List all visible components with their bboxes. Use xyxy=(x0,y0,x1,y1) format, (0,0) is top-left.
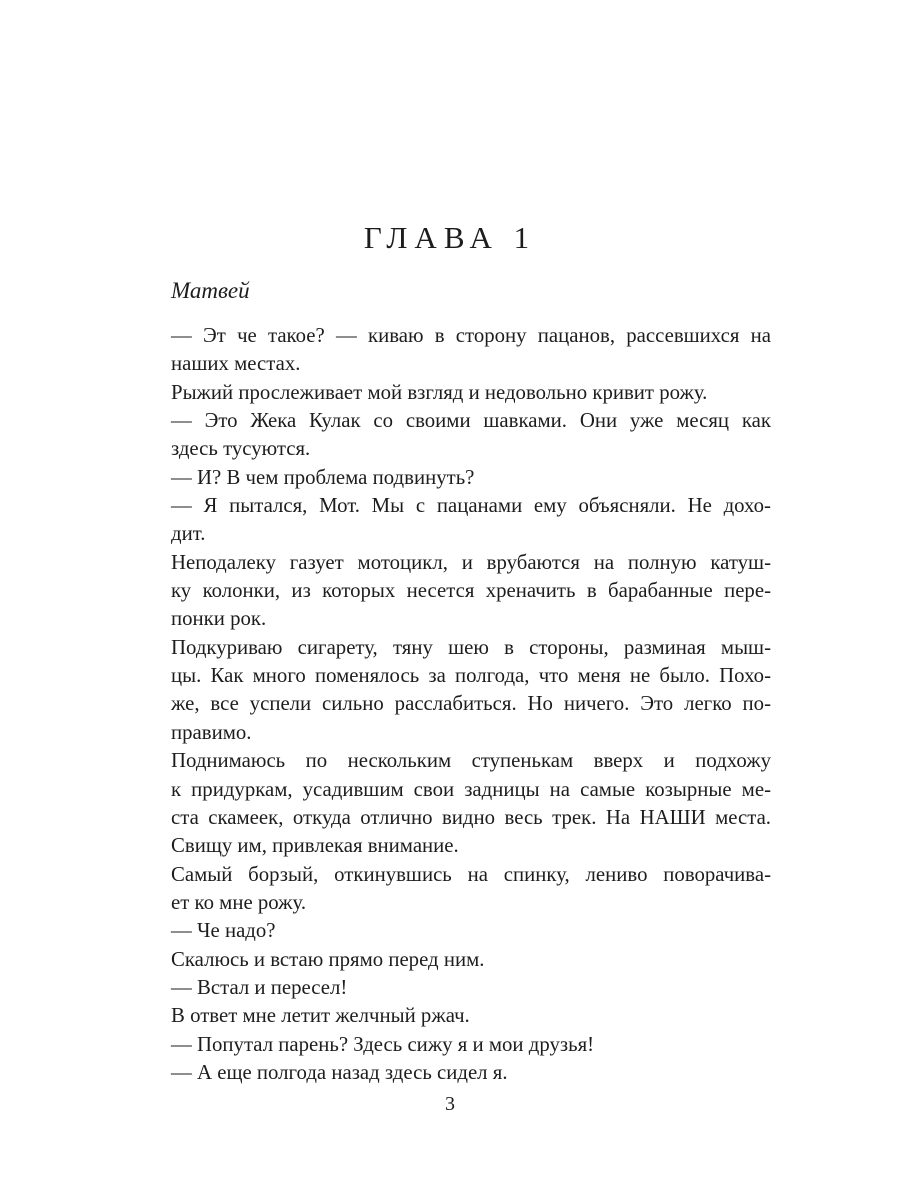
text-line: Свищу им, привлекая внимание. xyxy=(171,834,459,858)
text-line: же, все успели сильно расслабиться. Но ничего. Это легко по- xyxy=(171,692,771,716)
text-line: — Эт че такое? — киваю в сторону пацанов, рассевшихся на xyxy=(171,324,771,347)
text-line: ста скамеек, откуда отлично видно весь трек. На НАШИ места. xyxy=(171,805,771,829)
text-line: Самый борзый, откинувшись на спинку, лениво поворачива- xyxy=(171,862,771,886)
text-line: наших местах. xyxy=(171,352,301,376)
text-line: Скалюсь и встаю прямо перед ним. xyxy=(171,947,485,971)
text-line: Рыжий прослеживает мой взгляд и недовольно кривит рожу. xyxy=(171,380,708,404)
text-line: понки рок. xyxy=(171,607,267,631)
text-line: — Попутал парень? Здесь сижу я и мои друзья! xyxy=(171,1032,595,1056)
text-line: Неподалеку газует мотоцикл, и врубаются на полную катуш- xyxy=(171,550,771,574)
chapter-title: ГЛАВА 1 xyxy=(363,220,537,255)
text-line: ку колонки, из которых несется хреначить в барабанные пере- xyxy=(171,579,771,603)
page-number: 3 xyxy=(445,1093,455,1115)
text-line: правимо. xyxy=(171,720,252,744)
text-line: — И? В чем проблема подвинуть? xyxy=(171,465,475,489)
text-line: — Встал и пересел! xyxy=(171,975,348,999)
text-line: — Это Жека Кулак со своими шавками. Они уже месяц как xyxy=(171,409,771,433)
text-line: — А еще полгода назад здесь сидел я. xyxy=(171,1060,508,1084)
text-line: цы. Как много поменялось за полгода, что меня не было. Похо- xyxy=(171,664,771,688)
chapter-speaker: Матвей xyxy=(171,278,250,303)
text-line: дит. xyxy=(171,522,206,546)
text-line: Подкуриваю сигарету, тяну шею в стороны, разминая мыш- xyxy=(171,635,771,659)
body-text xyxy=(171,322,771,1087)
text-line: В ответ мне летит желчный ржач. xyxy=(171,1004,470,1028)
text-line: ет ко мне рожу. xyxy=(171,890,307,914)
text-line: к придуркам, усадившим свои задницы на самые козырные ме- xyxy=(171,777,771,801)
text-line: — Че надо? xyxy=(171,919,276,943)
text-line: здесь тусуются. xyxy=(171,437,311,461)
text-line: Поднимаюсь по нескольким ступенькам вверх и подхожу xyxy=(171,749,771,773)
text-line: — Я пытался, Мот. Мы с пацанами ему объясняли. Не дохо- xyxy=(171,494,771,518)
